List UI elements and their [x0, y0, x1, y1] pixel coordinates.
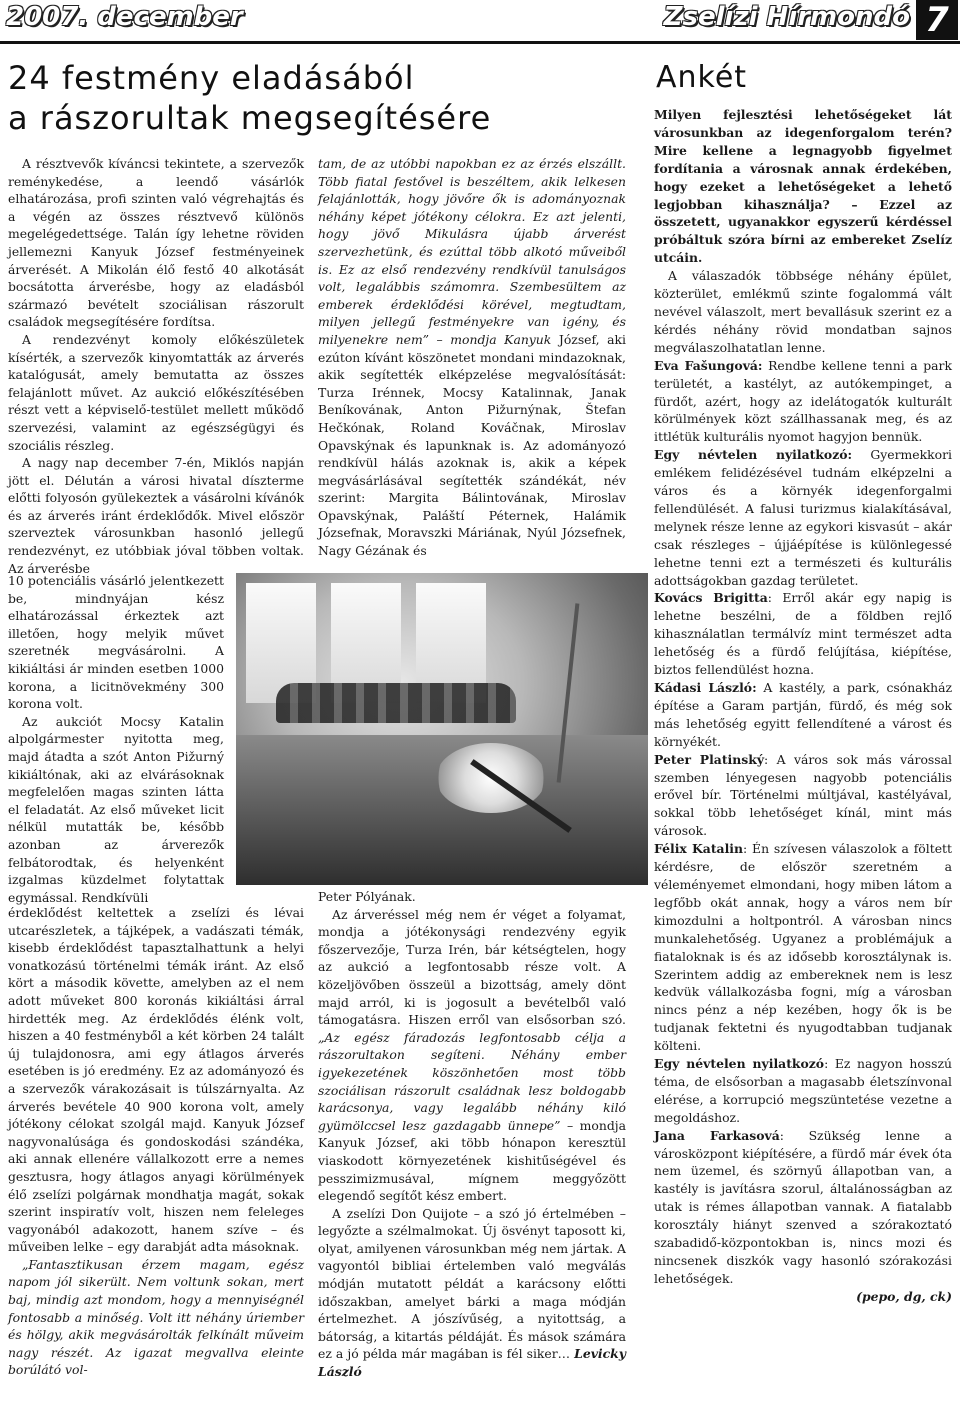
answer-text: A kastély, a park, csónakház építése a Garam partján, fürdő, és még sok más lehetőség egyitt fellendítené a várost és környékét.	[654, 680, 952, 749]
article-column-2	[318, 155, 626, 560]
quote-text: tam, de az utóbbi napokban ez az érzés elszállt. Több fiatal festővel is beszéltem, akik lelkesen felajánlották, hogy jövőre ők is adományoznak néhány képet jótékony célokra. Ez azt jelenti, hogy jövő Mikulásra újabb árverést szervezhetünk, és ezúttal több alkotó műveiből is. Ez az első rendezvény rendkívül tanulságos volt, legalábbis számomra. Szembesültem az emberek érdeklődési körével, megtudtam, milyen jellegű festményekre van igény, és milyenekre nem” – mondja Kanyuk	[318, 156, 626, 347]
photo-floor	[236, 735, 648, 885]
anket-answer	[654, 446, 952, 589]
answer-text: : Szükség lenne a városközpont kiépítésére, a fürdő már évek óta nem üzemel, és szörnyű állapotban van, a kastély is javításra szorul, általánosságban az utak is rémes állapotban vannak. A fiatalabb korosztály hiányt szenved a szórakoztató szabadidő-központokban is, nincs mozi és nincsenek diszkók vagy hasonló szórakozási lehetőségek.	[654, 1127, 952, 1286]
respondent-name: Eva Fašungová:	[654, 357, 763, 373]
author-signature: Levicky László	[318, 1346, 626, 1380]
answer-text: Rendbe kellene tenni a park területét, a kastélyt, az autókempinget, a fürdőt, azért, hogy az idelátogatók kulturált körülmények közt szállhassanak meg, és az ittlétük kulturális nyomot hagyjon bennük.	[654, 357, 952, 445]
article-column-1-narrow	[8, 572, 224, 906]
issue-date: 2007. december	[6, 2, 243, 32]
auction-photo	[236, 573, 648, 885]
header-rule	[0, 41, 960, 44]
respondent-name: Peter Platinský	[654, 751, 765, 767]
paragraph-text: József, aki ezúton kívánt köszönetet mondani mindazoknak, akik segítették elképzelése megvalósítását: Turza Irénnek, Mocsy Katalinnak, Janak Beníkovának, Anton Pižurnýnak, Štefan Hečkónak, Roland Kováčnak, Miroslav Opavskýnak és lapunknak is. Az adományozó rendkívül hálás azoknak is, akik a képek megvásárlásával segítették szándékát, név szerint: Margita Bálintovának, Miroslav Opavskýnak, Paláští Péternek, Halámik Józsefnak, Moravszki Máriának, Nyúl Józsefnek, Nagy Gézának és	[318, 331, 626, 559]
anket-intro: A válaszadók többsége néhány épület, közterület, emlékmű szinte fogalommá vált nevével válaszolt, mert bevallásuk szerint ez a kérdés néhány rövid mondatban sajnos megválaszolhatatlan lenne.	[654, 268, 952, 355]
article-title	[8, 58, 648, 138]
answer-text: : Ez nagyon hosszú téma, de elsősorban a magasabb életszínvonal elérése, a korrupció megszüntetése vezetne a megoldáshoz.	[654, 1056, 953, 1125]
article-column-1	[8, 155, 304, 577]
paragraph: Peter Pólyának.	[318, 889, 416, 904]
quote-paragraph	[318, 155, 626, 560]
respondent-name: Egy névtelen nyilatkozó	[654, 1056, 825, 1072]
article-column-1-lower	[8, 904, 304, 1379]
anket-title: Ankét	[656, 60, 748, 95]
respondent-name: Kovács Brigitta	[654, 590, 768, 606]
anket-answer	[654, 751, 952, 841]
quote-text: „Az egész fáradozás legfontosabb célja a rászorultakon segíteni. Néhány ember igyekezetének köszönhetően most több szociálisan rászorult családnak lesz boldogabb karácsonya, vagy legalább néhány kiló gyümölccsel lesz gazdagabb ünnepe”	[318, 1029, 626, 1133]
paragraph: A rendezvényt komoly előkészületek kísérték, a szervezők kinyomtatták az árverés katalógusát, amely bemutatta az összes felajánlott művet. Az aukció előkészítésében részt vett a képviselő-testület mellett működő szervezési, valamint az egészségügyi és szociális részleg.	[8, 331, 304, 453]
answer-text: Gyermekkori emlékem felidézésével tudnám elképzelni a város és a környék idegenforgalmi fellendülését. A falusi turizmus kialakításával, melynek része lenne az egykori kisvasút – akár csak részleges – újjáépítése is különlegessé lehetne tenni ezt a természeti és kulturális adottságokban gazdag területet.	[654, 447, 952, 588]
respondent-name: Jana Farkasová	[654, 1127, 780, 1143]
answer-text: : Én szívesen válaszolok a föltett kérdésre, de először szeretném a véleményemet elmondani, hogy miben látom a legfőbb okát annak, hogy a város nem bír kimozdulni a holtpontról. A városban nincs munkalehetőség. Ugyanez a problémájuk a fiataloknak is és az idősebb korosztálynak is. Szerintem addig az embereknek nem is lesz kedvük vállalkozásba fogni, míg a városban nincs pénz a nép kezében, hogy ők is be tudjanak fektetni és nyugodtabban tudjanak költeni.	[654, 841, 953, 1054]
respondent-name: Egy névtelen nyilatkozó:	[654, 447, 853, 463]
respondent-name: Félix Katalin	[654, 841, 744, 857]
anket-answer	[654, 679, 952, 751]
anket-answer	[654, 589, 952, 679]
answer-text: : A város sok más várossal szemben lényegesen nagyobb potenciális erővel bír. Történelmi múltjával, kastélyával, sokkal több lehetőséget kínál, mint más városok.	[654, 751, 952, 839]
article-title-line2: a rászorultak megsegítésére	[8, 99, 492, 137]
paragraph: érdeklődést keltettek a zselízi és lévai utcarészletek, a tájképek, a vadászati témák, kisebb érdeklődést tapasztalhattunk a helyi vonatkozású történelmi témák iránt. Az első kört a második követte, amelyben az el nem adott műveket 800 koronás kikiáltási árral hirdették meg. Az érdeklődés élénk volt, hiszen a 40 festményből a két körben 24 talált új tulajdonosra, ami egy átlagos árverés esetében is jó eredmény. Ez az adományozó és a szervezők várakozásait is túlszárnyalta. Az árverés bevétele 40 900 korona volt, amely jótékony célokat szolgál majd. Kanyuk József nagyvonalúsága és gondoskodási szándéka, aki annak ellenére vállalkozott erre a nemes gesztusra, hogy átlagos anyagi körülmények élő zselízi polgárnak mondhatja magát, sokak szerint inspiratív volt, hiszen nem feleleges vagyonából adakozott, hanem szíve – és műveiben lelke – egy darabját adta másoknak.	[8, 905, 304, 1255]
newspaper-name: Zselízi Hírmondó	[663, 2, 910, 32]
anket-answer	[654, 1055, 952, 1127]
paragraph	[318, 906, 626, 1205]
anket-answer	[654, 840, 952, 1055]
page-header	[0, 0, 960, 44]
photo-audience	[276, 683, 516, 723]
paragraph-text: Az árveréssel még nem ér véget a folyamat, mondja a jótékonysági rendezvény egyik főszervezője, Turza Irén, bár kétségtelen, hogy az aukció a legfontosabb része volt. A közeljövőben összeül a bizottság, amely dönt majd arról, ki is jogosult a bevételből való támogatásra. Hiszen erről van elsősorban szó.	[318, 906, 626, 1028]
paragraph-text: A zselízi Don Quijote – a szó jó értelmében – legyőzte a szélmalmokat. Új ösvényt taposott ki, olyat, amilyenen városunkban még nem jártak. A vagyontól bibliai értelemben való megválás módján mutatott példát a karácsony előtti időszakban, amelyet bárki a maga módján értelmezhet. A jószívűség, a nyitottság, a bátorság, a kitartás példáját. És mások számára ez a jó példa már magában is fél siker…	[318, 1205, 626, 1362]
paragraph	[318, 1205, 626, 1381]
paragraph-text: – mondja Kanyuk József, aki több hónapon keresztül viaskodott környezetének kishitűségével és pesszimizmusával, mígnem meggyőzött elegendő segítőt kész embert.	[318, 1117, 626, 1204]
anket-answer	[654, 1127, 952, 1288]
paragraph: A nagy nap december 7-én, Miklós napján jött el. Délután a városi hivatal díszterme előtti folyosón gyülekeztek a vásárolni kívánók és az árverés iránt érdeklődők. Mivel először szerveztek városunkban hasonló jellegű rendezvényt, ez utóbbiak jóval többen voltak. Az árverésbe	[8, 455, 304, 576]
anket-answer	[654, 357, 952, 447]
page-number: 7	[916, 0, 958, 40]
quote-paragraph: „Fantasztikusan érzem magam, egész napom jól sikerült. Nem voltunk sokan, mert baj, mindig azt mondom, hogy a mennyiségnél fontosabb a minőség. Volt itt néhány úriember és hölgy, akik megvásárolták felkínált műveim nagy részét. Az igazat megvallva eleinte borúlátó vol-	[8, 1256, 304, 1378]
answer-text: : Erről akár egy napig is lehetne beszélni, de a földben rejlő kihasználatlan termálvíz mint természet adta lehetőség és a fürdő felújítása, kiépítése, biztos fellendülést hozna.	[654, 590, 952, 678]
article-title-line1: 24 festmény eladásából	[8, 59, 415, 97]
anket-signature: (pepo, dg, ck)	[856, 1288, 952, 1304]
paragraph: A résztvevők kíváncsi tekintete, a szervezők reménykedése, a leendő vásárlók elhatározása, profi szinten való végrehajtás és a végén az összes résztvevő különös megelégedettsége. Talán így lehetne röviden jellemezni Kanyuk József festményeinek árverését. A Mikolán élő festő 40 alkotását bocsátotta árverésbe, hogy az eladásból származó bevételt szociálisan rászorult családok megsegítésére fordítsa.	[8, 156, 304, 330]
anket-lead: Milyen fejlesztési lehetőségeket lát városunkban az idegenforgalom terén? Mire kellene a legnagyobb figyelmet fordítania a városnak annak érdekében, hogy ezeket a lehetőségeket a lehető legjobban kihasználja? – Ezzel az összetett, ugyanakkor egyszerű kérdéssel próbáltuk szóra bírni az embereket Zselíz utcáin.	[654, 107, 952, 266]
article-column-2-lower	[318, 888, 626, 1381]
paragraph: Az aukciót Mocsy Katalin alpolgármester nyitotta meg, majd átadta a szót Anton Pižurný kikiáltónak, aki az elvárásoknak megfelelően magas szinten látta el feladatát. Az első műveket licit nélkül mutatták be, később azonban az árverezők felbátorodtak, és helyenként izgalmas küzdelmet folytattak egymással. Rendkívüli	[8, 713, 224, 905]
anket-column	[654, 106, 952, 1306]
respondent-name: Kádasi László:	[654, 680, 757, 695]
paragraph: 10 potenciális vásárló jelentkezett be, mindnyájan kész elhatározással érkeztek azt illetően, hogy melyik művet szeretnék megvásárolni. A kikiáltási ár minden esetben 1000 korona, a licitnövekmény 300 korona volt.	[8, 573, 224, 712]
